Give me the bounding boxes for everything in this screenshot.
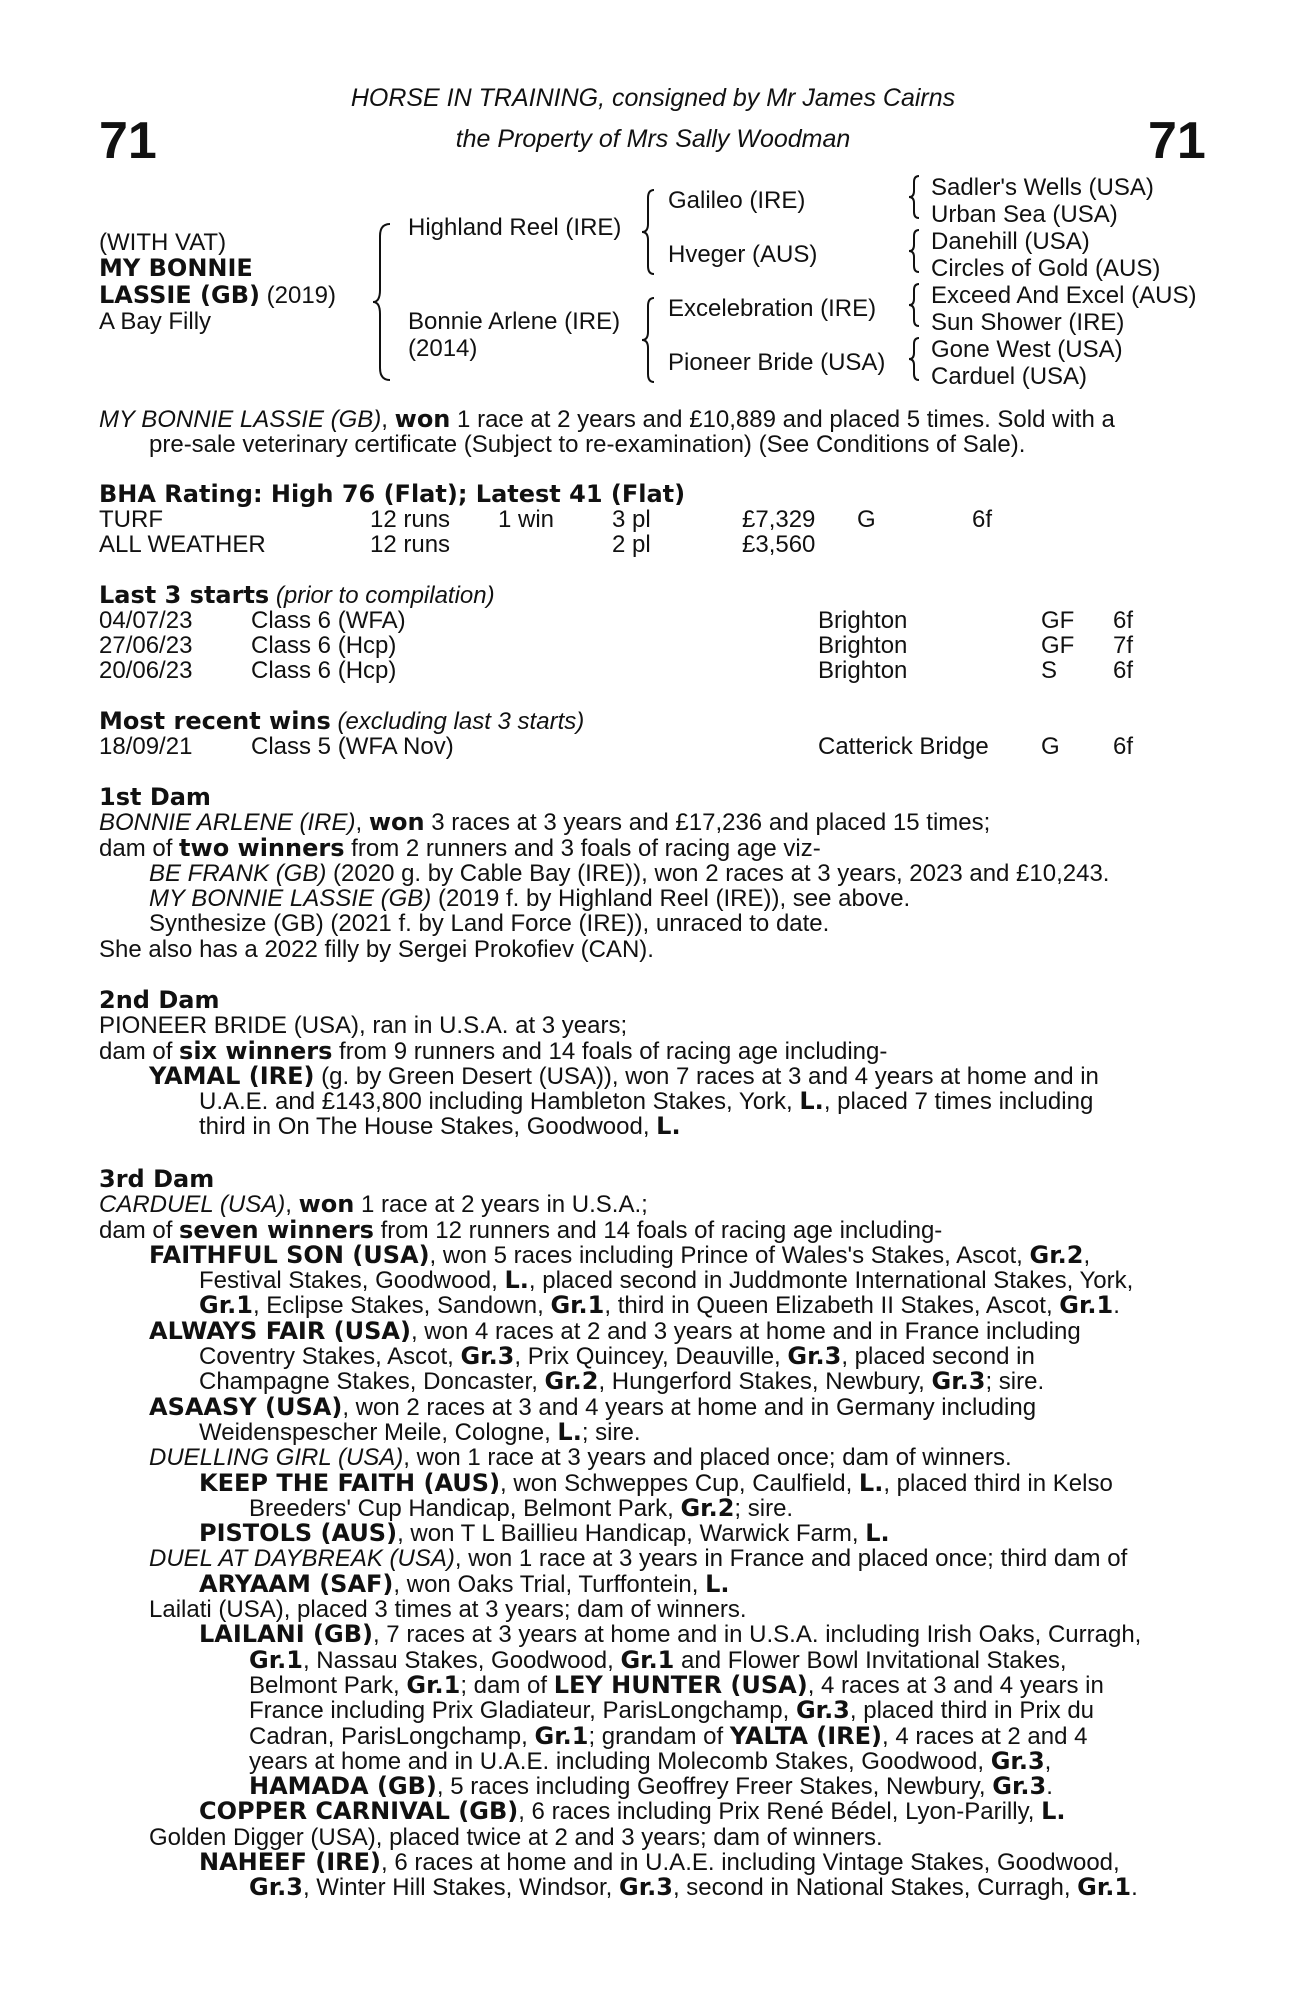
last-starts-title: Last 3 starts bbox=[99, 581, 270, 609]
last-start-date: 20/06/23 bbox=[99, 657, 193, 684]
horse-name-line2-wrap bbox=[99, 283, 336, 308]
last-start-dist: 7f bbox=[1113, 632, 1134, 659]
pedigree-dam-sire: Excelebration (IRE) bbox=[668, 295, 877, 322]
recent-win-going: G bbox=[1041, 733, 1060, 760]
pedigree-dss: Exceed And Excel (AUS) bbox=[931, 282, 1197, 309]
third-dam-section: 3rd Dam CARDUEL (USA), won 1 race at 2 years in U.S.A.; dam of seven winners from 12 runners and 14 foals of racing age including- FAITHFUL SON (USA), won 5 races including Prince of Wales's Stakes, Ascot, Gr.2, Festival Stakes, Goodwood, L., placed second in Juddmonte International Stakes, York, Gr.1, Eclipse Stakes, Sandown, Gr.1, third in Queen Elizabeth II Stakes, Ascot, Gr.1. ALWAYS FAIR (USA), won 4 races at 2 and 3 years at home and in France including Coventry Stakes, Ascot, Gr.3, Prix Quincey, Deauville, Gr.3, placed second in Champagne Stakes, Doncaster, Gr.2, Hungerford Stakes, Newbury, Gr.3; sire. ASAASY (USA), won 2 races at 3 and 4 years at home and in Germany including Weidenspescher Meile, Cologne, L.; sire. DUELLING GIRL (USA), won 1 race at 3 years and placed once; dam of winners. KEEP THE FAITH (AUS), won Schweppes Cup, Caulfield, L., placed third in Kelso Breeders' Cup Handicap, Belmont Park, Gr.2; sire. PISTOLS (AUS), won T L Baillieu Handicap, Warwick Farm, L. DUEL AT DAYBREAK (USA), won 1 race at 3 years in France and placed once; third dam of ARYAAM (SAF), won Oaks Trial, Turffontein, L. Lailati (USA), placed 3 times at 3 years; dam of winners. LAILANI (GB), 7 races at 3 years at home and in U.S.A. including Irish Oaks, Curragh, Gr.1, Nassau Stakes, Goodwood, Gr.1 and Flower Bowl Invitational Stakes, Belmont Park, Gr.1; dam of LEY HUNTER (USA), 4 races at 3 and 4 years in France including Prix Gladiateur, ParisLongchamp, Gr.3, placed third in Prix du Cadran, ParisLongchamp, Gr.1; grandam of YALTA (IRE), 4 races at 2 and 4 years at home and in U.A.E. including Molecomb Stakes, Goodwood, Gr.3, HAMADA (GB), 5 races including Geoffrey Freer Stakes, Newbury, Gr.3. COPPER CARNIVAL (GB), 6 races including Prix René Bédel, Lyon-Parilly, L. Golden Digger (USA), placed twice at 2 and 3 years; dam of winners. NAHEEF (IRE), 6 races at home and in U.A.E. including Vintage Stakes, Goodwood, Gr.3, Winter Hill Stakes, Windsor, Gr.3, second in National Stakes, Curragh, Gr.1. bbox=[99, 1167, 1199, 1901]
last-start-course: Brighton bbox=[818, 657, 908, 684]
rating-placed: 2 pl bbox=[612, 531, 651, 558]
last-starts-subtitle: (prior to compilation) bbox=[269, 582, 495, 609]
rating-prize: £7,329 bbox=[742, 506, 816, 533]
last-start-date: 04/07/23 bbox=[99, 607, 193, 634]
rating-runs: 12 runs bbox=[370, 506, 451, 533]
pedigree-sds: Danehill (USA) bbox=[931, 228, 1090, 255]
pedigree-dsd: Sun Shower (IRE) bbox=[931, 309, 1125, 336]
recent-win-dist: 6f bbox=[1113, 733, 1134, 760]
lot-number-left: 71 bbox=[99, 112, 157, 170]
summary-line2: pre-sale veterinary certificate (Subject to re-examination) (See Conditions of Sale). bbox=[149, 431, 1026, 458]
lot-number-right: 71 bbox=[1148, 112, 1206, 170]
header-consignor: HORSE IN TRAINING, consigned by Mr James Cairns bbox=[350, 84, 956, 112]
horse-name-line2: LASSIE (GB) bbox=[99, 281, 260, 309]
summary-won: won bbox=[394, 405, 451, 433]
rating-dist: 6f bbox=[972, 506, 993, 533]
summary-horse-name: MY BONNIE LASSIE (GB) bbox=[99, 406, 382, 433]
recent-win-course: Catterick Bridge bbox=[818, 733, 989, 760]
rating-prize: £3,560 bbox=[742, 531, 816, 558]
vat-label: (WITH VAT) bbox=[99, 229, 227, 256]
rating-wins: 1 win bbox=[498, 506, 555, 533]
rating-surface: TURF bbox=[99, 506, 163, 533]
last-start-class: Class 6 (Hcp) bbox=[251, 632, 397, 659]
last-start-class: Class 6 (Hcp) bbox=[251, 657, 397, 684]
pedigree-brace-sd bbox=[906, 228, 922, 274]
rating-runs: 12 runs bbox=[370, 531, 451, 558]
pedigree-brace-ss bbox=[906, 174, 922, 220]
pedigree-brace-dd bbox=[906, 336, 922, 382]
second-dam-section: 2nd Dam PIONEER BRIDE (USA), ran in U.S.A. at 3 years; dam of six winners from 9 runners and 14 foals of racing age including- YAMAL (IRE) (g. by Green Desert (USA)), won 7 races at 3 and 4 years at home and in U.A.E. and £143,800 including Hambleton Stakes, York, L., placed 7 times including third in On The House Stakes, Goodwood, L. bbox=[99, 988, 1199, 1140]
last-start-going: S bbox=[1041, 657, 1058, 684]
last-starts-heading bbox=[99, 583, 495, 608]
rating-title: BHA Rating: High 76 (Flat); Latest 41 (Flat) bbox=[99, 480, 686, 508]
recent-wins-title: Most recent wins bbox=[99, 707, 331, 735]
pedigree-ddd: Carduel (USA) bbox=[931, 363, 1088, 390]
pedigree-sss: Sadler's Wells (USA) bbox=[931, 174, 1154, 201]
last-start-class: Class 6 (WFA) bbox=[251, 607, 406, 634]
recent-win-class: Class 5 (WFA Nov) bbox=[251, 733, 454, 760]
horse-description: A Bay Filly bbox=[99, 308, 212, 335]
pedigree-sire-sire: Galileo (IRE) bbox=[668, 187, 806, 214]
last-start-date: 27/06/23 bbox=[99, 632, 193, 659]
first-dam-section: 1st Dam BONNIE ARLENE (IRE), won 3 races at 3 years and £17,236 and placed 15 times; dam of two winners from 2 runners and 3 foals of racing age viz- BE FRANK (GB) (2020 g. by Cable Bay (IRE)), won 2 races at 3 years, 2023 and £10,243. MY BONNIE LASSIE (GB) (2019 f. by Highland Reel (IRE)), see above. Synthesize (GB) (2021 f. by Land Force (IRE)), unraced to date. She also has a 2022 filly by Sergei Prokofiev (CAN). bbox=[99, 785, 1199, 962]
recent-wins-subtitle: (excluding last 3 starts) bbox=[330, 708, 585, 735]
rating-surface: ALL WEATHER bbox=[99, 531, 266, 558]
pedigree-sire: Highland Reel (IRE) bbox=[408, 214, 622, 241]
header-property: the Property of Mrs Sally Woodman bbox=[455, 125, 851, 153]
pedigree-dds: Gone West (USA) bbox=[931, 336, 1123, 363]
pedigree-sdd: Circles of Gold (AUS) bbox=[931, 255, 1161, 282]
third-dam-title: 3rd Dam bbox=[99, 1165, 215, 1193]
recent-win-date: 18/09/21 bbox=[99, 733, 193, 760]
pedigree-brace-ds bbox=[906, 282, 922, 328]
rating-going: G bbox=[857, 506, 876, 533]
pedigree-brace-main bbox=[372, 222, 394, 382]
pedigree-dam-dam: Pioneer Bride (USA) bbox=[668, 349, 886, 376]
last-start-course: Brighton bbox=[818, 607, 908, 634]
summary-line1: MY BONNIE LASSIE (GB), won 1 race at 2 years and £10,889 and placed 5 times. Sold with a bbox=[99, 405, 1115, 433]
rating-placed: 3 pl bbox=[612, 506, 651, 533]
recent-wins-heading bbox=[99, 709, 584, 734]
last-start-dist: 6f bbox=[1113, 657, 1134, 684]
second-dam-title: 2nd Dam bbox=[99, 986, 220, 1014]
pedigree-brace-sire bbox=[640, 188, 658, 276]
pedigree-dam: Bonnie Arlene (IRE) bbox=[408, 308, 621, 335]
last-start-course: Brighton bbox=[818, 632, 908, 659]
last-start-dist: 6f bbox=[1113, 607, 1134, 634]
horse-year: (2019) bbox=[259, 282, 337, 309]
pedigree-dam-year: (2014) bbox=[408, 335, 478, 362]
last-start-going: GF bbox=[1041, 607, 1075, 634]
last-start-going: GF bbox=[1041, 632, 1075, 659]
horse-name-line1: MY BONNIE bbox=[99, 254, 253, 282]
first-dam-title: 1st Dam bbox=[99, 783, 211, 811]
pedigree-ssd: Urban Sea (USA) bbox=[931, 201, 1118, 228]
pedigree-sire-dam: Hveger (AUS) bbox=[668, 241, 818, 268]
pedigree-brace-dam bbox=[640, 296, 658, 384]
